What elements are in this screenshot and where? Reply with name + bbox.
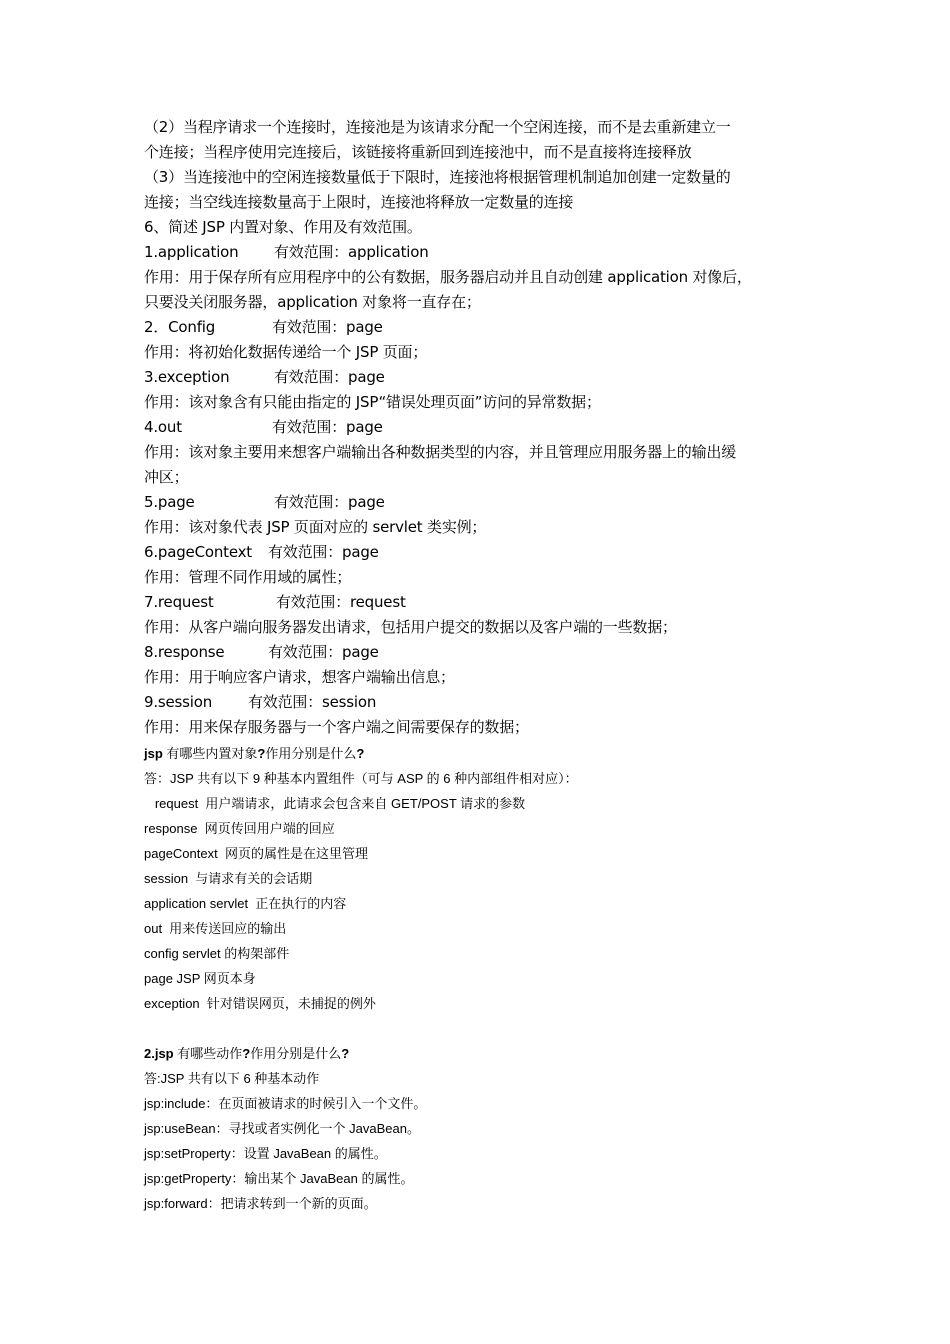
qa2-item: jsp:getProperty：输出某个 JavaBean 的属性。	[144, 1171, 414, 1186]
object-heading	[144, 416, 383, 437]
qa2-answer: 答:JSP 共有以下 6 种基本动作	[144, 1071, 320, 1086]
object-scope: 有效范围：page	[272, 318, 383, 336]
qa1-item: response 网页传回用户端的回应	[144, 821, 335, 836]
object-name: 4.out	[144, 418, 182, 436]
object-name: 6.pageContext	[144, 543, 252, 561]
object-heading	[144, 241, 429, 262]
qa1-item: request 用户端请求，此请求会包含来自 GET/POST 请求的参数	[144, 796, 526, 811]
object-desc: 作用：该对象代表 JSP 页面对应的 servlet 类实例；	[144, 518, 487, 536]
object-heading	[144, 316, 383, 337]
object-desc: 作用：该对象含有只能由指定的 JSP“错误处理页面”访问的异常数据；	[144, 393, 601, 411]
qa2-item: jsp:setProperty：设置 JavaBean 的属性。	[144, 1146, 387, 1161]
object-name: 5.page	[144, 493, 195, 511]
object-heading	[144, 491, 385, 512]
object-scope: 有效范围：request	[276, 593, 406, 611]
qa1-item: config servlet 的构架部件	[144, 946, 290, 961]
qa1-item: exception 针对错误网页，未捕捉的例外	[144, 996, 376, 1011]
pool-paragraph-line-2: 个连接；当程序使用完连接后，该链接将重新回到连接池中，而不是直接将连接释放	[144, 143, 692, 161]
object-desc: 作用：从客户端向服务器发出请求，包括用户提交的数据以及客户端的一些数据；	[144, 618, 677, 636]
object-desc: 作用：用于保存所有应用程序中的公有数据，服务器启动并且自动创建 application 对像后，	[144, 268, 752, 286]
pool-paragraph-line-3: （3）当连接池中的空闲连接数量低于下限时，连接池将根据管理机制追加创建一定数量的	[144, 168, 731, 186]
qa2-title: 2.jsp 有哪些动作?作用分别是什么?	[144, 1046, 350, 1061]
qa2-item: jsp:forward：把请求转到一个新的页面。	[144, 1196, 377, 1211]
pool-paragraph-line-4: 连接；当空线连接数量高于上限时，连接池将释放一定数量的连接	[144, 193, 574, 211]
object-heading	[144, 591, 406, 612]
object-heading	[144, 691, 376, 712]
object-scope: 有效范围：page	[274, 493, 385, 511]
object-name: 2．Config	[144, 318, 216, 336]
qa1-item: pageContext 网页的属性是在这里管理	[144, 846, 368, 861]
object-heading	[144, 366, 385, 387]
qa1-item: application servlet 正在执行的内容	[144, 896, 347, 911]
object-desc: 作用：管理不同作用域的属性；	[144, 568, 352, 586]
object-desc: 只要没关闭服务器，application 对象将一直存在；	[144, 293, 481, 311]
object-desc: 作用：用来保存服务器与一个客户端之间需要保存的数据；	[144, 718, 529, 736]
pool-paragraph-line-1: （2）当程序请求一个连接时，连接池是为该请求分配一个空闲连接，而不是去重新建立一	[144, 118, 731, 136]
qa2-item: jsp:useBean：寻找或者实例化一个 JavaBean。	[144, 1121, 420, 1136]
question-6-title: 6、简述 JSP 内置对象、作用及有效范围。	[144, 218, 422, 236]
qa1-item: page JSP 网页本身	[144, 971, 256, 986]
object-heading	[144, 541, 379, 562]
qa1-title: jsp 有哪些内置对象?作用分别是什么?	[144, 746, 365, 761]
qa2-item: jsp:include：在页面被请求的时候引入一个文件。	[144, 1096, 427, 1111]
object-name: 7.request	[144, 593, 214, 611]
object-scope: 有效范围：page	[272, 418, 383, 436]
object-name: 1.application	[144, 243, 239, 261]
object-desc: 作用：用于响应客户请求，想客户端输出信息；	[144, 668, 455, 686]
qa1-answer: 答：JSP 共有以下 9 种基本内置组件（可与 ASP 的 6 种内部组件相对应）：	[144, 771, 578, 786]
object-scope: 有效范围：page	[268, 643, 379, 661]
object-name: 3.exception	[144, 368, 230, 386]
qa1-item: out 用来传送回应的输出	[144, 921, 287, 936]
object-scope: 有效范围：application	[274, 243, 429, 261]
object-heading	[144, 641, 379, 662]
object-desc: 冲区；	[144, 468, 189, 486]
object-desc: 作用：将初始化数据传递给一个 JSP 页面；	[144, 343, 428, 361]
object-scope: 有效范围：page	[268, 543, 379, 561]
object-name: 9.session	[144, 693, 213, 711]
object-name: 8.response	[144, 643, 225, 661]
object-desc: 作用：该对象主要用来想客户端输出各种数据类型的内容，并且管理应用服务器上的输出缓	[144, 443, 737, 461]
object-scope: 有效范围：session	[248, 693, 377, 711]
qa1-item: session 与请求有关的会话期	[144, 871, 313, 886]
object-scope: 有效范围：page	[274, 368, 385, 386]
